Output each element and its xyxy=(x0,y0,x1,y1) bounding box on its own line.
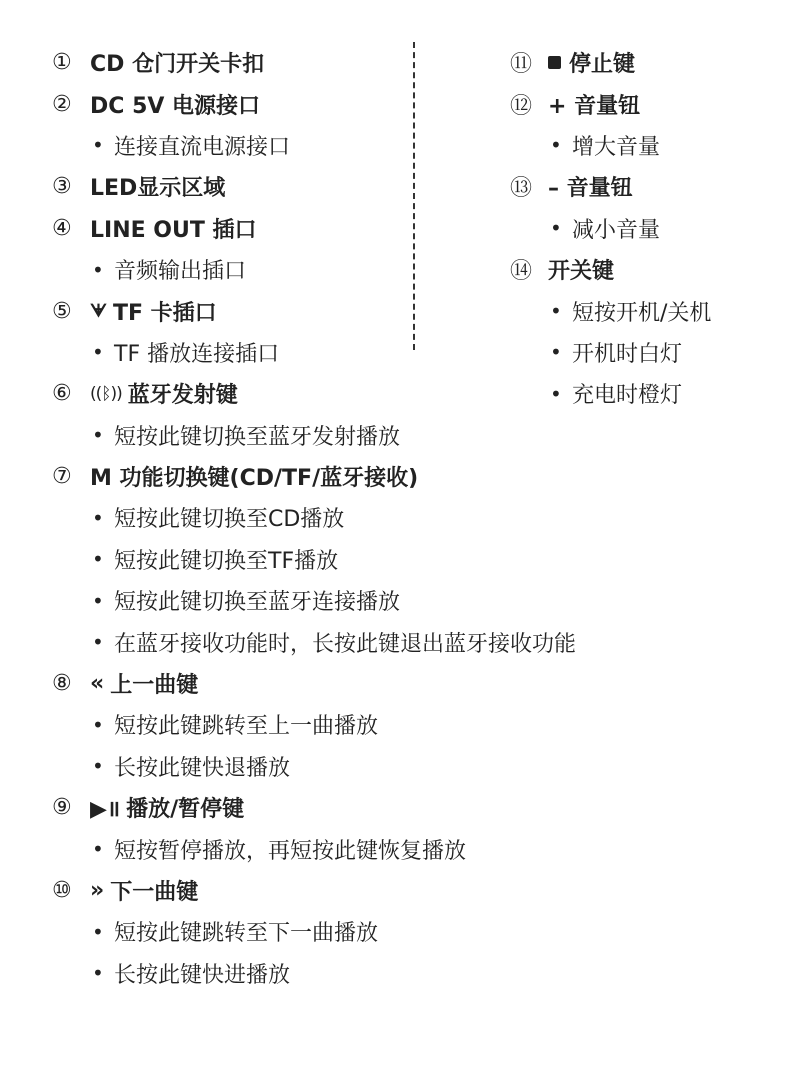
bullet-icon: • xyxy=(92,630,104,655)
sub-item xyxy=(510,125,711,166)
sub-item xyxy=(52,332,576,373)
item-title: 停止键 xyxy=(569,52,636,78)
left-item-5 xyxy=(52,290,576,331)
bullet-icon: • xyxy=(92,423,104,448)
left-item-8 xyxy=(52,663,576,704)
bullet-icon: • xyxy=(550,340,562,365)
sub-item-text: 短按此键切换至TF播放 xyxy=(114,548,339,574)
bullet-icon: • xyxy=(92,919,104,944)
item-number: ⑤ xyxy=(52,298,72,324)
bullet-icon: • xyxy=(550,216,562,241)
sub-item-text: 短按此键切换至蓝牙发射播放 xyxy=(114,424,401,450)
item-number: ⑥ xyxy=(52,381,72,407)
item-title: M 功能切换键(CD/TF/蓝牙接收) xyxy=(90,466,419,492)
bullet-icon: • xyxy=(92,712,104,737)
item-title: CD 仓门开关卡扣 xyxy=(90,52,265,78)
item-number: ⑪ xyxy=(510,52,533,78)
sub-item-text: 连接直流电源接口 xyxy=(114,134,291,160)
sub-item xyxy=(510,332,711,373)
bullet-icon: • xyxy=(550,133,562,158)
item-title: 播放/暂停键 xyxy=(126,797,245,823)
sub-item xyxy=(52,415,576,456)
bullet-icon: • xyxy=(92,961,104,986)
sub-item xyxy=(52,539,576,580)
right-item-4 xyxy=(510,249,711,290)
bullet-icon: • xyxy=(92,754,104,779)
sub-item xyxy=(510,208,711,249)
item-title: 下一曲键 xyxy=(110,880,199,905)
right-item-1 xyxy=(510,42,711,83)
sub-item xyxy=(52,828,576,869)
bluetooth-icon: ((ᛒ)) xyxy=(90,383,122,404)
left-item-6 xyxy=(52,373,576,414)
item-title: LED显示区域 xyxy=(90,176,226,202)
sub-item-text: 长按此键快进播放 xyxy=(114,962,291,988)
sub-item-text: 短按此键跳转至下一曲播放 xyxy=(114,921,379,947)
sub-item xyxy=(52,621,576,662)
sub-item-text: 增大音量 xyxy=(572,134,661,160)
item-number: ⑭ xyxy=(510,259,533,285)
item-title: 上一曲键 xyxy=(110,673,199,699)
sub-item xyxy=(52,580,576,621)
left-column xyxy=(52,42,576,994)
previous-icon: « xyxy=(90,671,105,697)
sub-item-text: 开机时白灯 xyxy=(572,341,683,367)
sub-item-text: 音频输出插口 xyxy=(114,259,247,285)
sub-item xyxy=(52,746,576,787)
item-number: ⑫ xyxy=(510,93,533,119)
sub-item-text: 短按此键切换至蓝牙连接播放 xyxy=(114,590,401,616)
sub-item-text: 短按暂停播放，再短按此键恢复播放 xyxy=(114,838,467,864)
sub-item-text: 短按开机/关机 xyxy=(572,300,712,326)
sub-item-text: 短按此键跳转至上一曲播放 xyxy=(114,714,379,740)
sub-item xyxy=(52,497,576,538)
left-item-10 xyxy=(52,870,576,911)
item-number: ⑩ xyxy=(52,878,72,903)
bullet-icon: • xyxy=(92,257,104,282)
stop-icon xyxy=(548,56,561,69)
bullet-icon: • xyxy=(550,381,562,406)
sub-item xyxy=(52,249,576,290)
right-item-3 xyxy=(510,166,711,207)
item-title: TF 卡插口 xyxy=(112,300,217,326)
sub-item xyxy=(52,704,576,745)
left-item-1 xyxy=(52,42,576,83)
bullet-icon: • xyxy=(92,588,104,613)
item-number: ④ xyxy=(52,215,72,241)
left-item-3 xyxy=(52,166,576,207)
sub-item-text: TF 播放连接插口 xyxy=(114,341,280,367)
item-title: LINE OUT 插口 xyxy=(90,217,257,243)
bullet-icon: • xyxy=(92,547,104,572)
play-pause-icon: ▶॥ xyxy=(90,796,121,822)
right-item-2 xyxy=(510,83,711,124)
item-number: ② xyxy=(52,91,72,117)
item-number: ③ xyxy=(52,174,72,200)
item-title: 蓝牙发射键 xyxy=(127,383,238,409)
item-title: DC 5V 电源接口 xyxy=(90,93,261,119)
left-item-4 xyxy=(52,208,576,249)
sub-item-text: 充电时橙灯 xyxy=(572,383,683,409)
sub-item-text: 在蓝牙接收功能时，长按此键退出蓝牙接收功能 xyxy=(114,631,577,657)
item-title: + 音量钮 xyxy=(548,93,641,119)
bullet-icon: • xyxy=(92,837,104,862)
left-item-9 xyxy=(52,787,576,828)
sub-item xyxy=(52,125,576,166)
item-number: ⑧ xyxy=(52,671,72,697)
sub-item xyxy=(52,953,576,994)
item-number: ⑬ xyxy=(510,176,533,202)
item-number: ① xyxy=(52,50,72,76)
bullet-icon: • xyxy=(92,133,104,158)
bullet-icon: • xyxy=(92,505,104,530)
item-number: ⑦ xyxy=(52,464,72,490)
next-icon: » xyxy=(90,878,105,903)
sub-item xyxy=(510,290,711,331)
item-title: – 音量钮 xyxy=(548,176,633,202)
left-item-2 xyxy=(52,83,576,124)
bullet-icon: • xyxy=(92,340,104,365)
right-column xyxy=(510,42,711,415)
sub-item-text: 长按此键快退播放 xyxy=(114,755,291,781)
sub-item xyxy=(52,911,576,952)
left-item-7 xyxy=(52,456,576,497)
item-title: 开关键 xyxy=(548,259,615,285)
item-number: ⑨ xyxy=(52,795,72,821)
sub-item xyxy=(510,373,711,414)
sub-item-text: 减小音量 xyxy=(572,217,661,243)
bullet-icon: • xyxy=(550,299,562,324)
sub-item-text: 短按此键切换至CD播放 xyxy=(114,507,345,533)
sd-card-icon: ᗖ xyxy=(90,300,107,322)
